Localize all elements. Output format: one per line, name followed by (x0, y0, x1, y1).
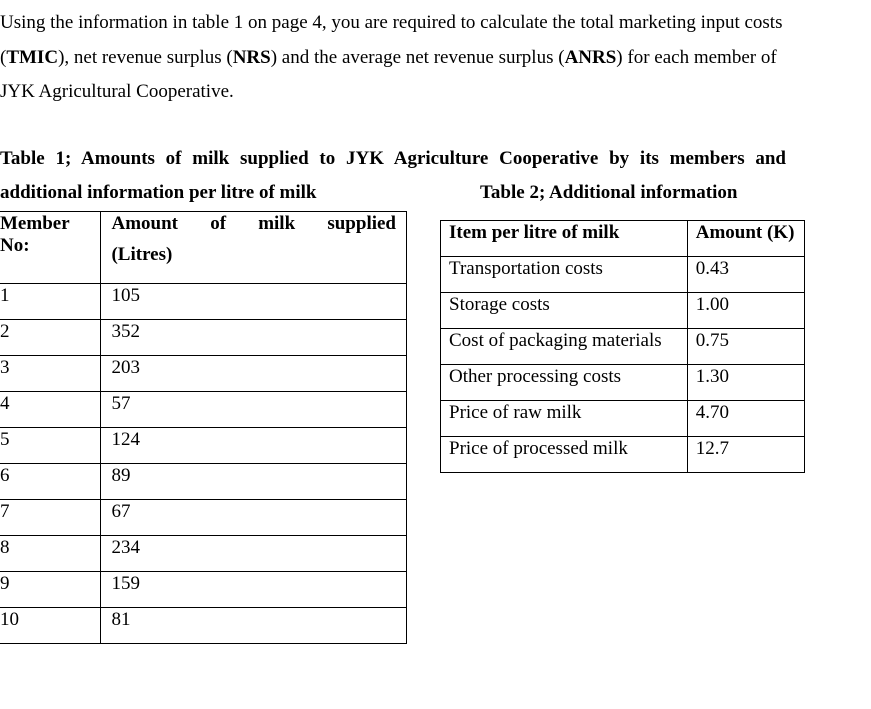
table1-caption-line2: additional information per litre of milk (0, 182, 317, 203)
table-row (0, 464, 407, 500)
member-cell: 2 (0, 320, 101, 356)
item-cell: Price of raw milk (441, 401, 688, 437)
table-row (0, 320, 407, 356)
table2-header-row (441, 221, 805, 257)
item-cell: Other processing costs (441, 365, 688, 401)
instructions-paragraph (0, 6, 800, 110)
additional-info-table (440, 220, 805, 473)
tmic-term: TMIC (6, 46, 59, 68)
table-row (441, 293, 805, 329)
member-cell: 1 (0, 284, 101, 320)
amount-cell: 124 (101, 428, 407, 464)
amount-cell: 203 (101, 356, 407, 392)
amount-cell: 4.70 (687, 401, 804, 437)
table-row (0, 356, 407, 392)
amount-header-unit: (Litres) (111, 244, 173, 265)
table-row (0, 608, 407, 644)
item-header: Item per litre of milk (441, 221, 688, 257)
table-row (441, 401, 805, 437)
table-row (0, 500, 407, 536)
member-cell: 9 (0, 572, 101, 608)
amount-header (101, 212, 407, 284)
table-row (441, 365, 805, 401)
member-cell: 8 (0, 536, 101, 572)
table-row (0, 572, 407, 608)
amount-cell: 352 (101, 320, 407, 356)
member-cell: 6 (0, 464, 101, 500)
table-row (441, 437, 805, 473)
amount-cell: 1.30 (687, 365, 804, 401)
table-row (0, 392, 407, 428)
nrs-term: NRS (232, 46, 271, 68)
intro-text-2: ), net revenue surplus ( (58, 46, 233, 68)
intro-text-3: ) and the average net revenue surplus ( (270, 46, 565, 68)
amount-cell: 105 (101, 284, 407, 320)
table1-caption-line1: Table 1; Amounts of milk supplied to JYK Agriculture Cooperative by its members and (0, 148, 786, 169)
member-no-header: Member No: (0, 212, 101, 284)
table2-caption: Table 2; Additional information (480, 182, 738, 203)
amount-header-words: Amount of milk supplied (111, 213, 396, 234)
amount-cell: 0.43 (687, 257, 804, 293)
intro-text-1: Using the information in table 1 on page 4, you are required to calculate the total marketing input costs ( (0, 12, 783, 68)
amount-cell: 1.00 (687, 293, 804, 329)
item-cell: Cost of packaging materials (441, 329, 688, 365)
amount-k-header: Amount (K) (687, 221, 804, 257)
member-cell: 10 (0, 608, 101, 644)
table-row (441, 329, 805, 365)
amount-cell: 81 (101, 608, 407, 644)
amount-cell: 89 (101, 464, 407, 500)
table1-header-row (0, 212, 407, 284)
member-cell: 5 (0, 428, 101, 464)
member-cell: 4 (0, 392, 101, 428)
member-cell: 7 (0, 500, 101, 536)
amount-cell: 67 (101, 500, 407, 536)
table-row (0, 536, 407, 572)
amount-cell: 0.75 (687, 329, 804, 365)
anrs-term: ANRS (564, 46, 617, 68)
amount-cell: 12.7 (687, 437, 804, 473)
amount-cell: 159 (101, 572, 407, 608)
intro-text-4: ) for each member of JYK Agricultural Cooperative. (0, 46, 777, 102)
item-cell: Transportation costs (441, 257, 688, 293)
table-row (0, 428, 407, 464)
amount-cell: 57 (101, 392, 407, 428)
item-cell: Storage costs (441, 293, 688, 329)
table-row (441, 257, 805, 293)
member-cell: 3 (0, 356, 101, 392)
item-cell: Price of processed milk (441, 437, 688, 473)
table-row (0, 284, 407, 320)
milk-supply-table (0, 211, 407, 644)
amount-cell: 234 (101, 536, 407, 572)
